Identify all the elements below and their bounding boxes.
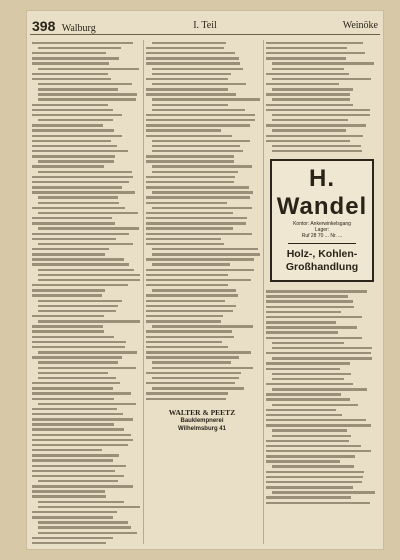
ad-divider <box>288 243 356 244</box>
directory-entry-line <box>266 288 378 293</box>
directory-entry-line <box>266 386 378 391</box>
page-header <box>30 14 380 35</box>
column-3 <box>266 40 378 544</box>
column-3-bottom <box>266 288 378 505</box>
directory-entry-line <box>32 540 140 544</box>
directory-entry-line <box>266 423 378 428</box>
directory-entry-line <box>266 417 378 422</box>
directory-entry-line <box>266 123 378 128</box>
directory-entry-line <box>146 385 260 390</box>
directory-entry-line <box>32 190 140 195</box>
directory-entry-line <box>266 490 378 495</box>
directory-entry-line <box>266 148 378 153</box>
directory-entry-line <box>146 117 260 122</box>
column-3-top <box>266 40 378 153</box>
advertisement-firma <box>146 402 258 433</box>
directory-entry-line <box>32 282 140 287</box>
directory-entry-line <box>146 324 260 329</box>
column-2 <box>146 40 260 544</box>
header-right-title: Weinöke <box>342 20 378 31</box>
directory-entry-line <box>146 257 260 262</box>
firm-title: WALTER & PEETZ <box>168 408 236 417</box>
directory-entry-line <box>146 190 260 195</box>
directory-entry-line <box>266 500 378 505</box>
directory-entry-line <box>32 416 140 421</box>
column-rule <box>263 40 264 544</box>
ad-line-3: Ruf 28 70 ... Nr. ... <box>301 233 343 240</box>
firm-line-1: Bauklempnerei <box>180 418 224 424</box>
directory-entry-line <box>32 349 140 354</box>
directory-entry-line <box>146 123 260 128</box>
header-left-title: Walburg <box>61 23 96 34</box>
directory-entry-line <box>146 251 260 256</box>
directory-entry-line <box>32 318 140 323</box>
column-1 <box>32 40 140 544</box>
page-number: 398 <box>32 18 56 34</box>
ad-product-line-1: Holz-, Kohlen- <box>286 248 358 261</box>
firm-line-2: Wilhelmsburg 41 <box>178 426 226 432</box>
header-center-title: I. Teil <box>193 20 217 31</box>
directory-entry-line <box>32 520 140 525</box>
directory-entry-line <box>146 184 260 189</box>
directory-entry-line <box>146 396 260 401</box>
directory-columns <box>32 40 378 544</box>
ad-line-1: Kontor: Ankerwinkelsgang <box>293 221 351 228</box>
directory-entry-line <box>146 349 260 354</box>
directory-entry-line <box>266 355 378 360</box>
ad-product-line-2: Großhandlung <box>285 261 359 274</box>
directory-entry-line <box>146 220 260 225</box>
column-rule <box>143 40 144 544</box>
directory-entry-line <box>32 257 140 262</box>
directory-page <box>26 10 384 550</box>
directory-entry-line <box>32 483 140 488</box>
directory-entry-line <box>32 92 140 97</box>
ad-line-2: Lager: <box>314 227 330 234</box>
advertisement-wandel <box>270 159 374 282</box>
ad-company-name: H. Wandel <box>276 165 368 221</box>
